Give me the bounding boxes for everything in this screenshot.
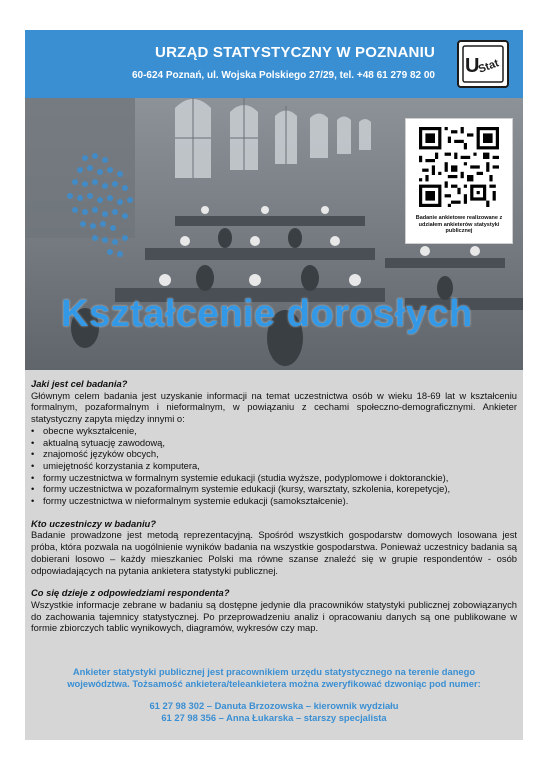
section-paragraph-participants: Badanie prowadzone jest metodą reprezentacyjną. Spośród wszystkich gospodarstw domowych losowana jest próba, która pozwala na uogólnienie wyników badania na wszystkie gospodarstwa. Ponieważ uczestnicy badania są dobierani losowo – każdy mieszkaniec Polski ma równe szanse znaleźć się w grupie respondentów - osób odpowiadających na pytania ankietera statystyki publicznej. — [31, 529, 517, 576]
header-band — [25, 30, 523, 98]
logo-word-stat: Stat — [476, 57, 501, 76]
topics-list — [31, 425, 517, 507]
list-item-text: formy uczestnictwa w nieformalnym systemie edukacji (samokształcenie). — [43, 495, 349, 507]
qr-caption: Badanie ankietowe realizowane z udziałem ankieterów statystyki publicznej — [415, 215, 503, 234]
content-text — [31, 378, 517, 634]
list-item-text: formy uczestnictwa w pozaformalnym systemie edukacji (kursy, warsztaty, szkolenia, korepetycje), — [43, 483, 451, 495]
section-paragraph-answers: Wszystkie informacje zebrane w badaniu są dostępne jedynie dla pracowników statystyki publicznej zobowiązanych do zachowania tajemnicy statystycznej. Po przeprowadzeniu analiz i opracowaniu danych są one publikowane w formie zbiorczych tablic wynikowych, diagramów, wykresów czy map. — [31, 598, 517, 634]
list-item-text: znajomość języków obcych, — [43, 448, 159, 460]
list-item — [31, 448, 517, 460]
bullet-icon: • — [31, 495, 35, 507]
institution-address: 60-624 Poznań, ul. Wojska Polskiego 27/29, tel. +48 61 279 82 00 — [131, 70, 435, 81]
bullet-icon: • — [31, 471, 35, 483]
section-paragraph-goal: Głównym celem badania jest uzyskanie informacji na temat uczestnictwa osób w wieku 18-69 lat w kształceniu formalnym, pozaformalnym i nieformalnym, w powiązaniu z cechami społeczno-demograficznymi. Ankieter statystyczny zapyta między innymi o: — [31, 389, 517, 425]
list-item-text: umiejętność korzystania z komputera, — [43, 459, 200, 471]
section-heading-goal: Jaki jest cel badania? — [31, 378, 128, 389]
list-item — [31, 425, 517, 437]
list-item-text: obecne wykształcenie, — [43, 424, 137, 436]
bullet-icon: • — [31, 436, 35, 448]
ustat-logo-icon — [457, 40, 509, 88]
contact-list — [25, 700, 523, 724]
logo-letter-u: U — [465, 55, 480, 77]
list-item — [31, 437, 517, 449]
bullet-icon: • — [31, 424, 35, 436]
list-item-text: aktualną sytuację zawodową, — [43, 436, 165, 448]
bullet-icon: • — [31, 448, 35, 460]
contact-phone-2[interactable]: 61 27 98 356 – Anna Łukarska – starszy specjalista — [161, 712, 387, 723]
hero-image — [25, 98, 523, 370]
list-item — [31, 472, 517, 484]
verification-line-2: województwa. Tożsamość ankietera/teleankietera można zweryfikować dzwoniąc pod numer: — [67, 678, 481, 689]
qr-code-icon[interactable] — [419, 127, 499, 207]
page-title: Kształcenie dorosłych — [61, 293, 473, 335]
list-item-text: formy uczestnictwa w formalnym systemie edukacji (studia wyższe, podyplomowe i doktoranckie), — [43, 471, 449, 483]
list-item — [31, 495, 517, 507]
section-heading-participants: Kto uczestniczy w badaniu? — [31, 517, 157, 529]
qr-code-box — [405, 118, 513, 244]
list-item — [31, 483, 517, 495]
bullet-icon: • — [31, 483, 35, 495]
contact-phone-1[interactable]: 61 27 98 302 – Danuta Brzozowska – kierownik wydziału — [149, 700, 399, 711]
institution-title: URZĄD STATYSTYCZNY W POZNANIU — [155, 44, 435, 61]
list-item — [31, 460, 517, 472]
section-heading-answers: Co się dzieje z odpowiedziami respondenta? — [31, 587, 230, 599]
verification-info — [25, 666, 523, 724]
bullet-icon: • — [31, 459, 35, 471]
content-panel — [25, 370, 523, 740]
verification-line-1: Ankieter statystyki publicznej jest pracownikiem urzędu statystycznego na terenie danego — [72, 666, 476, 677]
